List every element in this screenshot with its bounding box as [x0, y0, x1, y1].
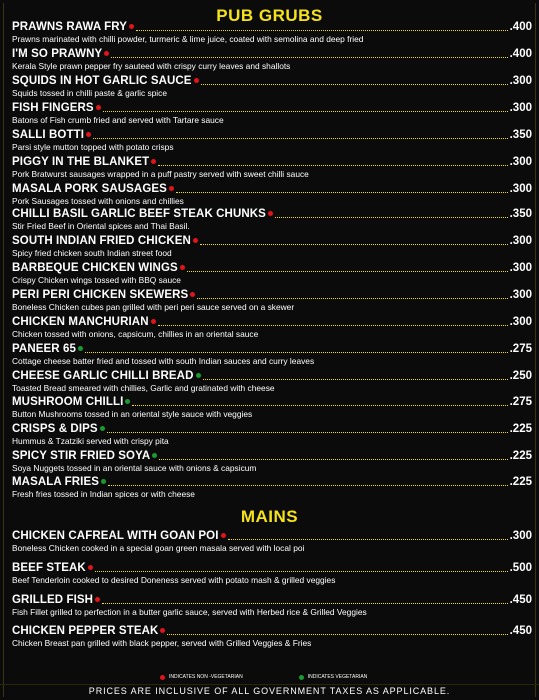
menu-item-name: CHILLI BASIL GARLIC BEEF STEAK CHUNKS: [12, 208, 266, 220]
non-veg-dot-icon: [221, 533, 226, 538]
menu-item-name: SALLI BOTTI: [12, 129, 85, 141]
menu-item-description: Toasted Bread smeared with chillies, Garlic and gratinated with cheese: [12, 383, 275, 393]
menu-item-price: .300: [509, 156, 532, 168]
menu-item-description: Chicken Breast pan grilled with black pepper, served with Grilled Veggies & Fries: [12, 638, 312, 648]
menu-item-description: Kerala Style prawn pepper fry sauteed with crispy curry leaves and shallots: [12, 61, 291, 71]
menu-item: [12, 343, 532, 370]
non-veg-dot-icon: [151, 159, 156, 164]
veg-dot-icon: [152, 453, 157, 458]
dotted-leader: [103, 111, 508, 112]
dotted-leader: [200, 244, 508, 245]
menu-item: [12, 476, 532, 503]
dotted-leader: [108, 485, 508, 486]
menu-item-name: SOUTH INDIAN FRIED CHICKEN: [12, 235, 191, 247]
menu-item-description: Hummus & Tzatziki served with crispy pita: [12, 436, 169, 446]
menu-item: [12, 530, 532, 557]
menu-item-name: PIGGY IN THE BLANKET: [12, 156, 150, 168]
menu-item-price: .250: [509, 370, 532, 382]
menu-item-name: BEEF STEAK: [12, 562, 86, 574]
menu-item-price: .275: [509, 396, 532, 408]
footer-divider: [0, 684, 539, 685]
menu-item-description: Pork Bratwurst sausages wrapped in a puff pastry served with sweet chilli sauce: [12, 169, 309, 179]
menu-item-price: .300: [509, 316, 532, 328]
menu-item-price: .300: [509, 289, 532, 301]
menu-item-name: MUSHROOM CHILLI: [12, 396, 124, 408]
menu-item-description: Boneless Chicken cubes pan grilled with peri peri sauce served on a skewer: [12, 302, 295, 312]
menu-item-description: Cottage cheese batter fried and tossed with south Indian sauces and curry leaves: [12, 356, 315, 366]
menu-item-description: Parsi style mutton topped with potato crisps: [12, 142, 174, 152]
dotted-leader: [203, 379, 508, 380]
menu-item-description: Crispy Chicken wings tossed with BBQ sauce: [12, 275, 181, 285]
non-veg-dot-icon: [160, 675, 165, 680]
menu-item-name: PRAWNS RAWA FRY: [12, 21, 128, 33]
menu-item-description: Fresh fries tossed in Indian spices or with cheese: [12, 489, 195, 499]
menu-item: [12, 102, 532, 129]
menu-item: [12, 75, 532, 102]
menu-item: [12, 156, 532, 183]
menu-item: [12, 235, 532, 262]
dotted-leader: [85, 352, 508, 353]
non-veg-dot-icon: [88, 565, 93, 570]
non-veg-dot-icon: [169, 186, 174, 191]
menu-item: [12, 21, 532, 48]
menu-item-price: .400: [509, 21, 532, 33]
menu-item-price: .450: [509, 625, 532, 637]
dotted-leader: [228, 539, 508, 540]
veg-dot-icon: [196, 373, 201, 378]
dotted-leader: [136, 30, 508, 31]
menu-item-price: .350: [509, 208, 532, 220]
dotted-leader: [167, 634, 507, 635]
dotted-leader: [158, 165, 507, 166]
non-veg-dot-icon: [95, 597, 100, 602]
non-veg-dot-icon: [129, 24, 134, 29]
non-veg-dot-icon: [193, 238, 198, 243]
menu-item: [12, 208, 532, 235]
diet-legend: [160, 674, 367, 680]
non-veg-dot-icon: [86, 132, 91, 137]
dotted-leader: [159, 459, 507, 460]
menu-item: [12, 423, 532, 450]
veg-dot-icon: [125, 399, 130, 404]
menu-item-description: Button Mushrooms tossed in an oriental style sauce with veggies: [12, 409, 253, 419]
menu-item-price: .300: [509, 183, 532, 195]
menu-item: [12, 450, 532, 477]
legend-non-veg-label: INDICATES NON -VEGETARIAN: [169, 674, 243, 680]
menu-item-name: GRILLED FISH: [12, 594, 94, 606]
menu-item-name: PERI PERI CHICKEN SKEWERS: [12, 289, 189, 301]
section-title-pub-grubs: PUB GRUBS: [216, 6, 323, 25]
veg-dot-icon: [100, 426, 105, 431]
menu-item: [12, 289, 532, 316]
menu-item-name: SPICY STIR FRIED SOYA: [12, 450, 151, 462]
menu-item: [12, 594, 532, 621]
menu-item-price: .400: [509, 48, 532, 60]
menu-item-price: .300: [509, 235, 532, 247]
dotted-leader: [95, 571, 508, 572]
dotted-leader: [197, 298, 507, 299]
menu-item-description: Soya Nuggets tossed in an oriental sauce with onions & capsicum: [12, 463, 257, 473]
menu-item-price: .450: [509, 594, 532, 606]
legend-veg-label: INDICATES VEGETARIAN: [307, 674, 368, 680]
dotted-leader: [187, 271, 508, 272]
menu-item: [12, 262, 532, 289]
menu-item: [12, 316, 532, 343]
menu-item-price: .300: [509, 75, 532, 87]
menu-item: [12, 370, 532, 397]
menu-item-price: .225: [509, 450, 532, 462]
menu-item-name: MASALA PORK SAUSAGES: [12, 183, 167, 195]
menu-item-description: Boneless Chicken cooked in a special goan green masala served with local poi: [12, 543, 305, 553]
menu-item-description: Batons of Fish crumb fried and served with Tartare sauce: [12, 115, 224, 125]
non-veg-dot-icon: [104, 51, 109, 56]
menu-item: [12, 129, 532, 156]
menu-item-price: .225: [509, 423, 532, 435]
veg-dot-icon: [299, 675, 304, 680]
menu-item-price: .500: [509, 562, 532, 574]
menu-item-price: .225: [509, 476, 532, 488]
menu-item-name: PANEER 65: [12, 343, 76, 355]
menu-item-description: Beef Tenderloin cooked to desired Doneness served with potato mash & grilled veggies: [12, 575, 336, 585]
menu-item-name: CHEESE GARLIC CHILLI BREAD: [12, 370, 194, 382]
veg-dot-icon: [101, 479, 106, 484]
dotted-leader: [102, 603, 508, 604]
dotted-leader: [201, 84, 508, 85]
dotted-leader: [93, 138, 508, 139]
menu-item: [12, 396, 532, 423]
menu-item-name: BARBEQUE CHICKEN WINGS: [12, 262, 178, 274]
veg-dot-icon: [78, 346, 83, 351]
menu-item-description: Fish Fillet grilled to perfection in a butter garlic sauce, served with Herbed rice & Grilled Veggies: [12, 607, 367, 617]
menu-item-price: .300: [509, 262, 532, 274]
menu-item: [12, 183, 532, 210]
menu-item-description: Chicken tossed with onions, capsicum, chillies in an oriental sauce: [12, 329, 259, 339]
menu-item-name: CHICKEN PEPPER STEAK: [12, 625, 159, 637]
menu-item-description: Squids tossed in chilli paste & garlic spice: [12, 88, 168, 98]
menu-item-price: .300: [509, 530, 532, 542]
dotted-leader: [107, 432, 508, 433]
non-veg-dot-icon: [268, 211, 273, 216]
menu-item-description: Spicy fried chicken south Indian street food: [12, 248, 172, 258]
menu-item-name: MASALA FRIES: [12, 476, 100, 488]
menu-item-name: SQUIDS IN HOT GARLIC SAUCE: [12, 75, 192, 87]
non-veg-dot-icon: [151, 319, 156, 324]
menu-item-price: .350: [509, 129, 532, 141]
menu-item: [12, 48, 532, 75]
menu-item-price: .275: [509, 343, 532, 355]
section-title-mains: MAINS: [240, 507, 299, 526]
non-veg-dot-icon: [160, 628, 165, 633]
menu-item: [12, 562, 532, 589]
dotted-leader: [132, 405, 507, 406]
menu-item-name: CHICKEN CAFREAL WITH GOAN POI: [12, 530, 219, 542]
non-veg-dot-icon: [96, 105, 101, 110]
menu-item-price: .300: [509, 102, 532, 114]
menu-item-name: CRISPS & DIPS: [12, 423, 98, 435]
dotted-leader: [158, 325, 508, 326]
dotted-leader: [275, 217, 508, 218]
menu-item-name: FISH FINGERS: [12, 102, 94, 114]
price-footer-note: PRICES ARE INCLUSIVE OF ALL GOVERNMENT TAXES AS APPLICABLE.: [88, 686, 451, 696]
non-veg-dot-icon: [190, 292, 195, 297]
menu-item-name: I'M SO PRAWNY: [12, 48, 103, 60]
menu-item-description: Stir Fried Beef in Oriental spices and Thai Basil.: [12, 221, 190, 231]
dotted-leader: [176, 192, 508, 193]
non-veg-dot-icon: [180, 265, 185, 270]
dotted-leader: [111, 57, 507, 58]
menu-item-description: Prawns marinated with chilli powder, turmeric & lime juice, coated with semolina and deep fried: [12, 34, 364, 44]
menu-item-name: CHICKEN MANCHURIAN: [12, 316, 149, 328]
menu-item: [12, 625, 532, 652]
menu-item-description: Pork Sausages tossed with onions and chillies: [12, 196, 184, 206]
non-veg-dot-icon: [194, 78, 199, 83]
